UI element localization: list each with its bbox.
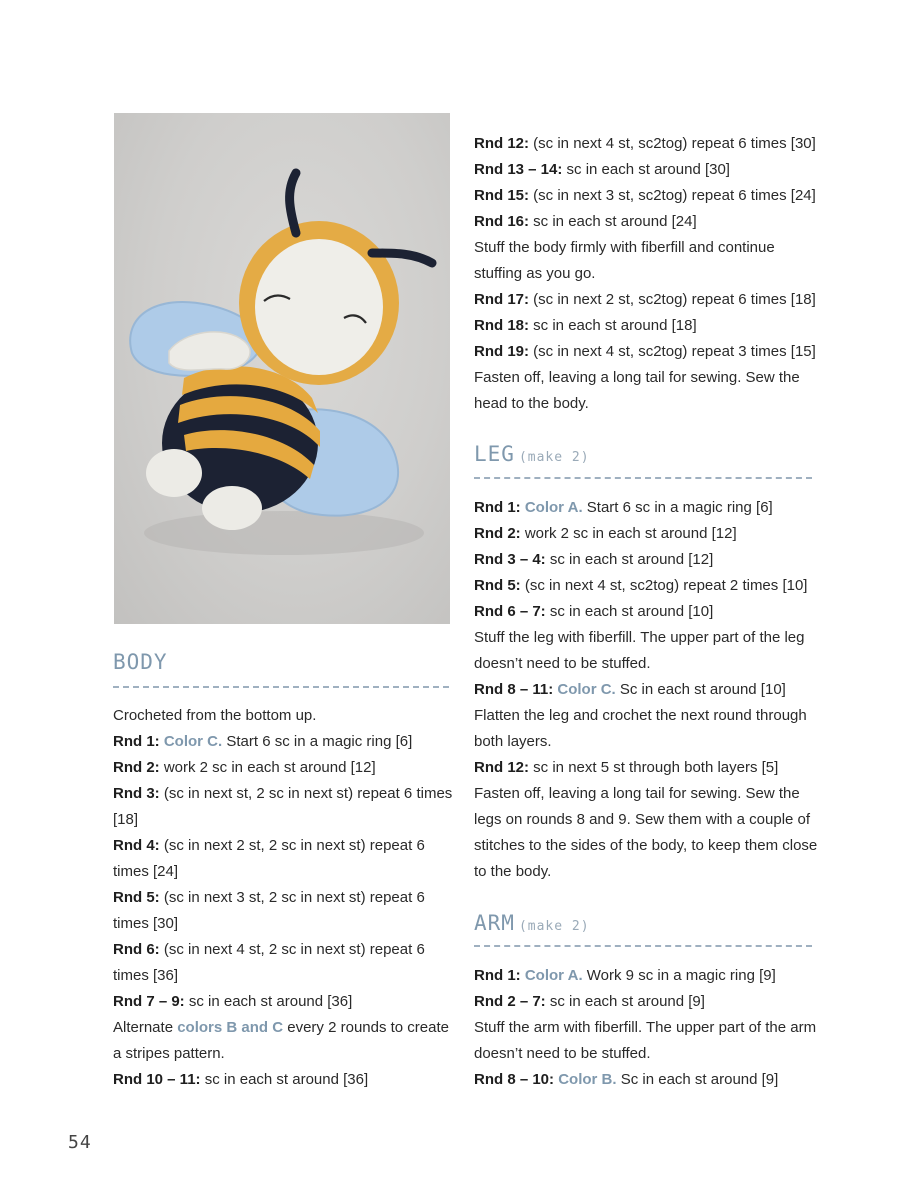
instruction-line: Rnd 2: work 2 sc in each st around [12] xyxy=(474,525,737,542)
arm-heading-sub: (make 2) xyxy=(518,919,590,934)
instruction-line: Crocheted from the bottom up. xyxy=(113,707,317,724)
instruction-line: Rnd 7 – 9: sc in each st around [36] xyxy=(113,993,353,1010)
leg-heading-divider xyxy=(474,477,812,479)
instruction-line: Rnd 6 – 7: sc in each st around [10] xyxy=(474,603,714,620)
instruction-line: Rnd 3 – 4: sc in each st around [12] xyxy=(474,551,714,568)
instruction-line: Rnd 19: (sc in next 4 st, sc2tog) repeat 3 times [15] xyxy=(474,343,816,360)
arm-heading xyxy=(474,911,590,935)
body-heading-text: BODY xyxy=(113,650,168,674)
instruction-line: Stuff the leg with fiberfill. The upper part of the leg doesn’t need to be stuffed. xyxy=(474,629,805,672)
instruction-line: Rnd 18: sc in each st around [18] xyxy=(474,317,697,334)
instruction-line: Rnd 1: Color C. Start 6 sc in a magic ring [6] xyxy=(113,733,413,750)
instruction-line: Rnd 15: (sc in next 3 st, sc2tog) repeat 6 times [24] xyxy=(474,187,816,204)
instruction-line: Rnd 17: (sc in next 2 st, sc2tog) repeat 6 times [18] xyxy=(474,291,816,308)
instruction-line: Rnd 12: sc in next 5 st through both layers [5] xyxy=(474,759,779,776)
instruction-line: Stuff the body firmly with fiberfill and continue stuffing as you go. xyxy=(474,239,775,282)
body-instructions-continued xyxy=(474,131,819,417)
body-heading-divider xyxy=(113,686,449,688)
instruction-line: Rnd 1: Color A. Start 6 sc in a magic ring [6] xyxy=(474,499,773,516)
instruction-line: Rnd 3: (sc in next st, 2 sc in next st) repeat 6 times [18] xyxy=(113,785,453,828)
instruction-line: Stuff the arm with fiberfill. The upper part of the arm doesn’t need to be stuffed. xyxy=(474,1019,817,1062)
instruction-line: Rnd 5: (sc in next 4 st, sc2tog) repeat 2 times [10] xyxy=(474,577,808,594)
arm-heading-text: ARM xyxy=(474,911,515,935)
body-heading xyxy=(113,650,168,674)
instruction-line: Rnd 1: Color A. Work 9 sc in a magic ring [9] xyxy=(474,967,776,984)
instruction-line: Rnd 4: (sc in next 2 st, 2 sc in next st) repeat 6 times [24] xyxy=(113,837,425,880)
instruction-line: Rnd 16: sc in each st around [24] xyxy=(474,213,697,230)
instruction-line: Rnd 6: (sc in next 4 st, 2 sc in next st) repeat 6 times [36] xyxy=(113,941,425,984)
instruction-line: Rnd 8 – 11: Color C. Sc in each st around [10] xyxy=(474,681,786,698)
instruction-line: Fasten off, leaving a long tail for sewing. Sew the head to the body. xyxy=(474,369,800,412)
leg-heading-sub: (make 2) xyxy=(518,450,590,465)
leg-heading-text: LEG xyxy=(474,442,515,466)
body-instructions xyxy=(113,703,453,1093)
arm-heading-divider xyxy=(474,945,812,947)
instruction-line: Rnd 8 – 10: Color B. Sc in each st around [9] xyxy=(474,1071,779,1088)
leg-heading xyxy=(474,442,590,466)
amigurumi-bee-photo xyxy=(114,113,450,624)
instruction-line: Rnd 13 – 14: sc in each st around [30] xyxy=(474,161,730,178)
instruction-line: Fasten off, leaving a long tail for sewing. Sew the legs on rounds 8 and 9. Sew them with a couple of stitches to the sides of the body, to keep them close to the body. xyxy=(474,785,818,880)
instruction-line: Rnd 12: (sc in next 4 st, sc2tog) repeat 6 times [30] xyxy=(474,135,816,152)
instruction-line: Alternate colors B and C every 2 rounds to create a stripes pattern. xyxy=(113,1019,450,1062)
instruction-line: Rnd 2: work 2 sc in each st around [12] xyxy=(113,759,376,776)
instruction-line: Rnd 10 – 11: sc in each st around [36] xyxy=(113,1071,369,1088)
instruction-line: Flatten the leg and crochet the next round through both layers. xyxy=(474,707,807,750)
bee-illustration xyxy=(114,113,450,624)
arm-instructions xyxy=(474,963,819,1093)
page-number: 54 xyxy=(68,1132,92,1153)
instruction-line: Rnd 2 – 7: sc in each st around [9] xyxy=(474,993,705,1010)
leg-instructions xyxy=(474,495,819,885)
instruction-line: Rnd 5: (sc in next 3 st, 2 sc in next st) repeat 6 times [30] xyxy=(113,889,425,932)
